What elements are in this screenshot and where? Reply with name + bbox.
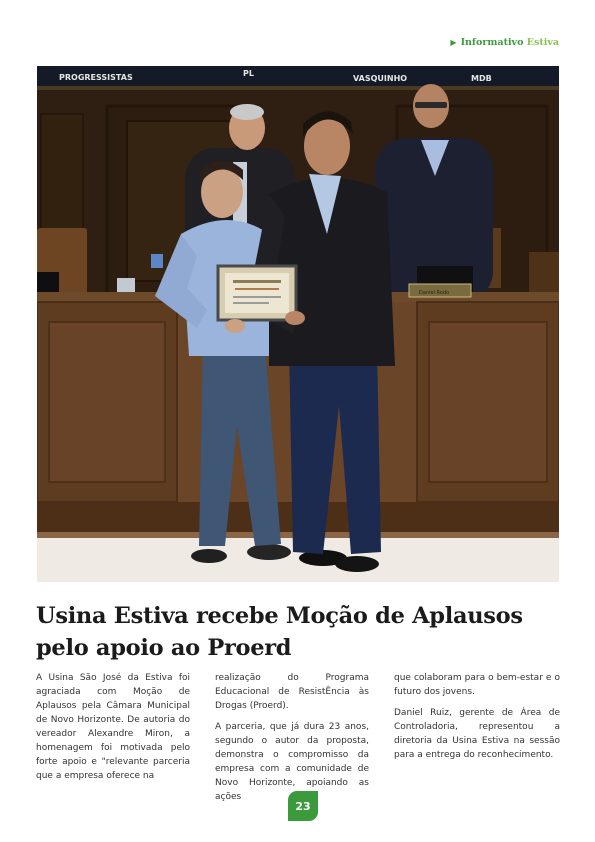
desk-plate-label: Daniel Rodo [419, 290, 450, 296]
column-2-paragraph-2: A parceria, que já dura 23 anos, segundo o autor da proposta, demonstra o compromisso da empresa com a comunidade de Novo Horizonte, apoiando as ações [215, 722, 369, 802]
column-3-paragraph-1: que colaboram para o bem-estar e o futuro dos jovens. [394, 673, 560, 697]
article-title: Usina Estiva recebe Moção de Aplausos pelo apoio ao Proerd [36, 603, 523, 661]
column-2-paragraph-1: realização do Programa Educacional de ResistÊncia às Drogas (Proerd). [215, 673, 369, 711]
triangle-arrow-icon: ▶ [450, 37, 457, 47]
nameplate-2: PL [243, 69, 254, 78]
header-section: Estiva [526, 37, 559, 48]
column-3-paragraph-2: Daniel Ruiz, gerente de Área de Controladoria, representou a diretoria da Usina Estiva na sessão para a entrega do reconhecimento. [394, 708, 560, 760]
section-header [450, 37, 559, 48]
article-column-3 [394, 671, 560, 769]
column-1-paragraph-1: A Usina São José da Estiva foi agraciada com Moção de Aplausos pela Câmara Municipal de Novo Horizonte. De autoria do vereador Alexandre Miron, a homenagem foi motivada pelo forte apoio e "relevante parceria que a empresa oferece na [36, 673, 190, 781]
nameplate-1: PROGRESSISTAS [59, 73, 133, 82]
nameplate-3: VASQUINHO [353, 74, 408, 83]
article-column-1 [36, 671, 190, 790]
article-column-2 [215, 671, 369, 811]
page-number-badge: 23 [288, 791, 318, 821]
nameplate-4: MDB [471, 74, 492, 83]
header-brand: Informativo [460, 37, 524, 48]
article-photo [37, 66, 559, 582]
